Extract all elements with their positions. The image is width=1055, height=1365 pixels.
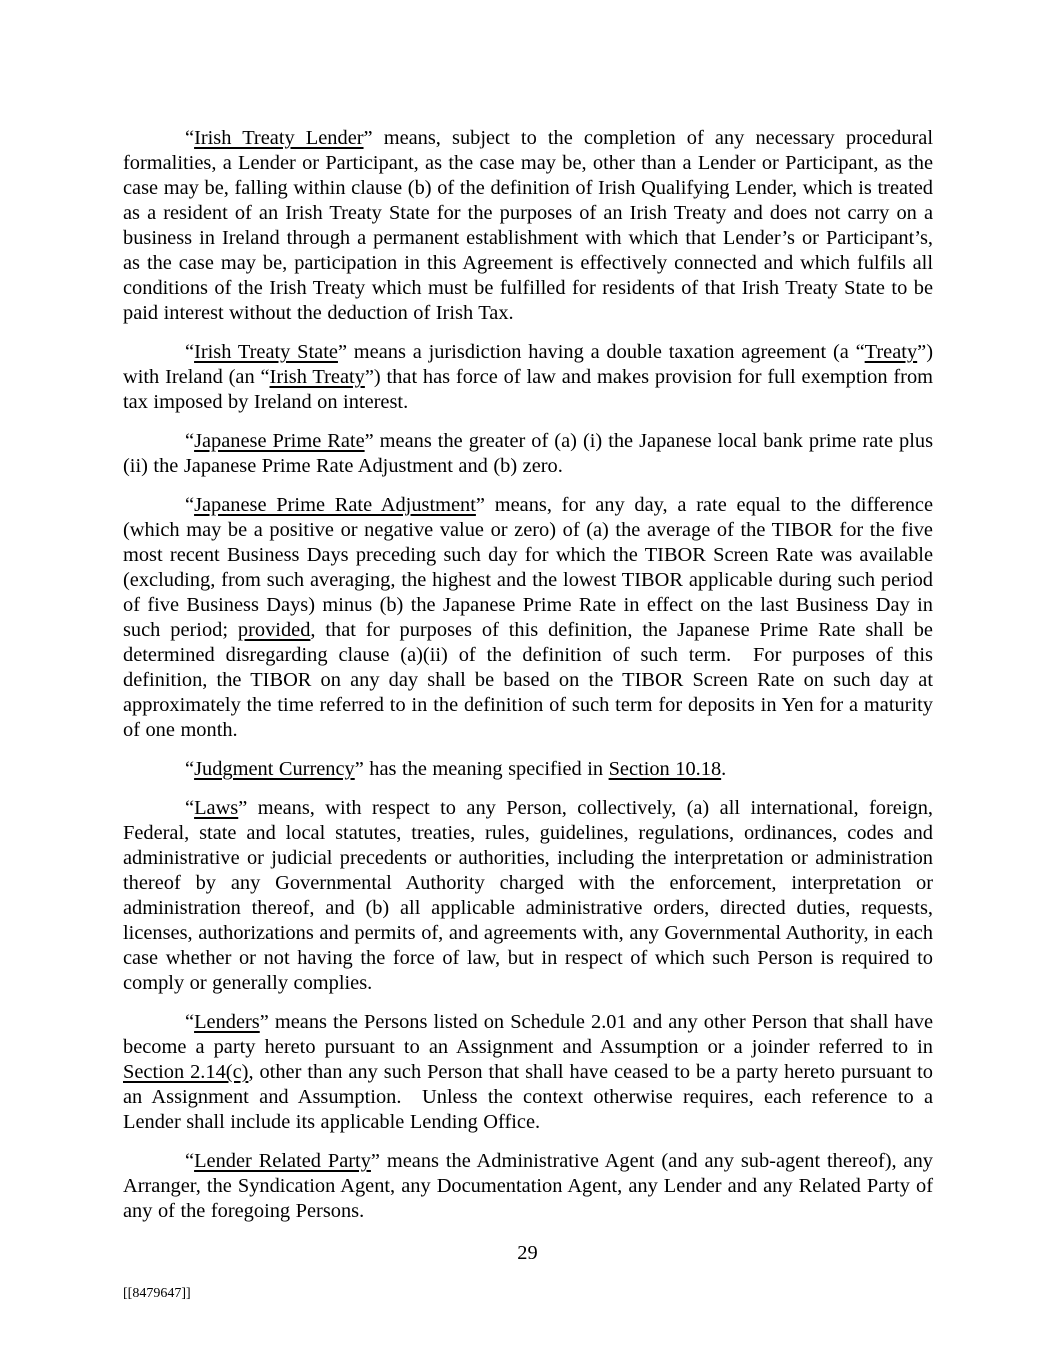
- defined-term: Japanese Prime Rate Adjustment: [194, 494, 476, 516]
- definition-paragraph: [123, 757, 933, 782]
- definition-paragraph: [123, 340, 933, 415]
- paragraph-text: ” means the Administrative Agent (and any sub-agent thereof), any Arranger, the Syndication Agent, any Documentation Agent, any Lender and any Related Party of any of the foregoing Persons.: [123, 1150, 933, 1222]
- definition-paragraph: [123, 126, 933, 326]
- paragraph-text: ” means the greater of (a) (i) the Japanese local bank prime rate plus (ii) the Japanese Prime Rate Adjustment and (b) zero.: [123, 430, 934, 477]
- defined-term: Section 10.18: [608, 758, 722, 780]
- definitions-body: [123, 126, 933, 1238]
- paragraph-text: “: [185, 430, 195, 452]
- paragraph-text: ” means, with respect to any Person, collectively, (a) all international, foreign, Federal, state and local statutes, treaties, rules, guidelines, regulations, ordinances, codes and administrative or judicial precedents or authorities, including the interpretation or administration thereof by any Governmental Authority charged with the enforcement, interpretation or administration thereof, and (b) all applicable administrative orders, directed duties, requests, licenses, authorizations and permits of, and agreements with, any Governmental Authority, in each case whether or not having the force of law, but in respect of which such Person is required to comply or generally complies.: [123, 797, 933, 994]
- paragraph-text: ”) with Ireland (an “: [123, 341, 933, 388]
- defined-term: Laws: [194, 797, 239, 819]
- defined-term: Irish Treaty: [269, 366, 365, 388]
- defined-term: Judgment Currency: [194, 758, 355, 780]
- document-id-tag: [[8479647]]: [123, 1286, 191, 1301]
- paragraph-text: “: [185, 1011, 195, 1033]
- paragraph-text: .: [721, 758, 727, 780]
- definition-paragraph: [123, 1010, 933, 1135]
- defined-term: Irish Treaty Lender: [194, 127, 364, 149]
- paragraph-text: “: [185, 127, 195, 149]
- definition-paragraph: [123, 796, 933, 996]
- page-number: 29: [517, 1242, 538, 1264]
- paragraph-text: ” has the meaning specified in: [354, 758, 609, 780]
- paragraph-text: “: [185, 758, 195, 780]
- paragraph-text: , other than any such Person that shall have ceased to be a party hereto pursuant to an Assignment and Assumption. Unless the context otherwise requires, each reference to a Lender shall include its applicable Lending Office.: [123, 1061, 934, 1133]
- defined-term: Irish Treaty State: [194, 341, 338, 363]
- paragraph-text: ” means a jurisdiction having a double taxation agreement (a “: [337, 341, 865, 363]
- defined-term: Lenders: [194, 1011, 260, 1033]
- paragraph-text: “: [185, 1150, 195, 1172]
- paragraph-text: , that for purposes of this definition, the Japanese Prime Rate shall be determined disregarding clause (a)(ii) of the definition of such term. For purposes of this definition, the TIBOR on any day shall be based on the TIBOR Screen Rate on such day at approximately the time referred to in the definition of such term for deposits in Yen for a maturity of one month.: [123, 619, 933, 741]
- paragraph-text: “: [185, 797, 195, 819]
- defined-term: Lender Related Party: [194, 1150, 371, 1172]
- paragraph-text: “: [185, 494, 195, 516]
- defined-term: Japanese Prime Rate: [194, 430, 365, 452]
- paragraph-text: “: [185, 341, 195, 363]
- paragraph-text: ” means, subject to the completion of any necessary procedural formalities, a Lender or Participant, as the case may be, other than a Lender or Participant, as the case may be, falling within clause (b) of the definition of Irish Qualifying Lender, which is treated as a resident of an Irish Treaty State for the purposes of an Irish Treaty and does not carry on a business in Ireland through a permanent establishment with which that Lender’s or Participant’s, as the case may be, participation in this Agreement is effectively connected and which fulfils all conditions of the Irish Treaty which must be fulfilled for residents of that Irish Treaty State to be paid interest without the deduction of Irish Tax.: [123, 127, 933, 324]
- defined-term: provided: [237, 619, 311, 641]
- definition-paragraph: [123, 429, 933, 479]
- definition-paragraph: [123, 493, 933, 743]
- paragraph-text: ”) that has force of law and makes provision for full exemption from tax imposed by Ireland on interest.: [123, 366, 933, 413]
- paragraph-text: ” means, for any day, a rate equal to the difference (which may be a positive or negative value or zero) of (a) the average of the TIBOR for the five most recent Business Days preceding such day for which the TIBOR Screen Rate was available (excluding, from such averaging, the highest and the lowest TIBOR applicable during such period of five Business Days) minus (b) the Japanese Prime Rate in effect on the last Business Day in such period;: [123, 494, 933, 641]
- defined-term: Section 2.14(c): [123, 1061, 249, 1083]
- defined-term: Treaty: [864, 341, 918, 363]
- definition-paragraph: [123, 1149, 933, 1224]
- paragraph-text: ” means the Persons listed on Schedule 2.01 and any other Person that shall have become a party hereto pursuant to an Assignment and Assumption or a joinder referred to in: [123, 1011, 933, 1058]
